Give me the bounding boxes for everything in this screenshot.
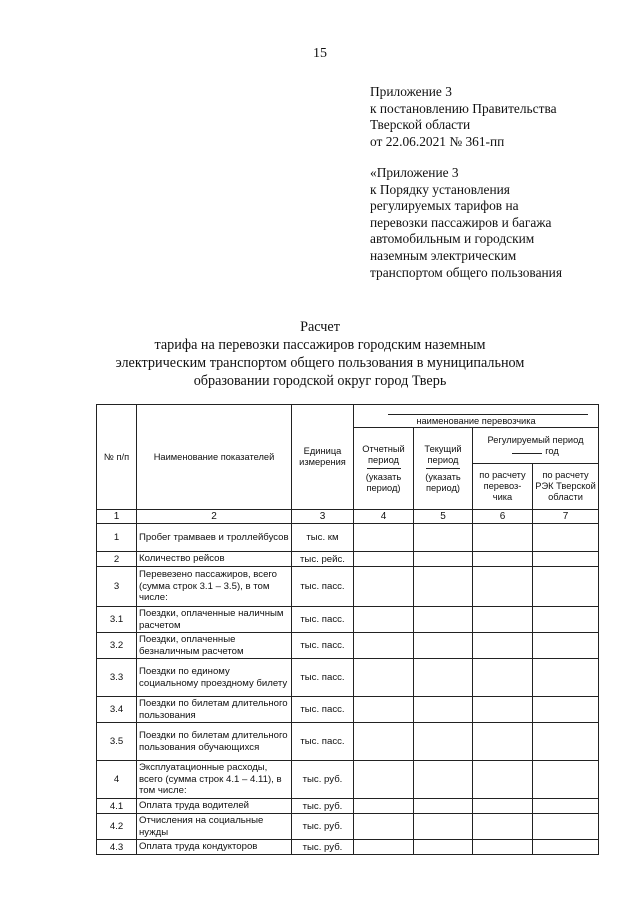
- row-name: Перевезено пассажиров, всего (сумма строк 3.1 – 3.5), в том числе:: [137, 567, 292, 607]
- value-cell: [354, 524, 414, 552]
- value-cell: [473, 659, 533, 697]
- value-cell: [473, 814, 533, 840]
- value-cell: [414, 723, 473, 761]
- value-cell: [473, 761, 533, 799]
- header-unit: Единица измерения: [292, 405, 354, 510]
- row-name: Оплата труда кондукторов: [137, 840, 292, 855]
- value-cell: [533, 659, 599, 697]
- table-row: [97, 761, 599, 799]
- row-unit: тыс. км: [292, 524, 354, 552]
- row-num: 2: [97, 552, 137, 567]
- value-cell: [473, 799, 533, 814]
- header-reported: [354, 428, 414, 510]
- blank-line: [367, 468, 401, 469]
- row-num: 4.2: [97, 814, 137, 840]
- current-note: (указать период): [425, 471, 461, 493]
- row-name: Пробег трамваев и троллейбусов: [137, 524, 292, 552]
- title-line: тарифа на перевозки пассажиров городским наземным: [154, 337, 486, 353]
- appendix-line: к постановлению Правительства: [370, 100, 557, 116]
- row-unit: тыс. пасс.: [292, 659, 354, 697]
- row-unit: тыс. руб.: [292, 799, 354, 814]
- row-name: Эксплуатационные расходы, всего (сумма строк 4.1 – 4.11), в том числе:: [137, 761, 292, 799]
- column-number: 2: [137, 510, 292, 524]
- table-row: [97, 814, 599, 840]
- value-cell: [414, 633, 473, 659]
- table-row: [97, 799, 599, 814]
- row-name: Количество рейсов: [137, 552, 292, 567]
- value-cell: [533, 524, 599, 552]
- value-cell: [354, 697, 414, 723]
- value-cell: [414, 567, 473, 607]
- title-line: образовании городской округ город Тверь: [193, 373, 447, 389]
- row-unit: тыс. руб.: [292, 840, 354, 855]
- column-number: 4: [354, 510, 414, 524]
- value-cell: [473, 552, 533, 567]
- row-num: 3.3: [97, 659, 137, 697]
- column-number: 7: [533, 510, 599, 524]
- value-cell: [414, 761, 473, 799]
- value-cell: [354, 761, 414, 799]
- value-cell: [354, 659, 414, 697]
- table-row: [97, 697, 599, 723]
- inner-appendix-block: [370, 165, 630, 281]
- value-cell: [414, 607, 473, 633]
- appendix-line: автомобильным и городским: [370, 231, 535, 247]
- header-regulated: [473, 428, 599, 464]
- appendix-line: Приложение 3: [370, 84, 452, 99]
- regulated-year-label: год: [545, 445, 559, 456]
- reported-note: (указать период): [365, 471, 402, 493]
- row-name: Поездки по единому социальному проездному билету: [137, 659, 292, 697]
- table-row: [97, 840, 599, 855]
- row-num: 3.2: [97, 633, 137, 659]
- header-name: Наименование показателей: [137, 405, 292, 510]
- value-cell: [533, 552, 599, 567]
- current-label: Текущий период: [424, 443, 462, 465]
- reported-label: Отчетный период: [362, 443, 405, 465]
- row-num: 1: [97, 524, 137, 552]
- row-name: Отчисления на социальные нужды: [137, 814, 292, 840]
- value-cell: [473, 567, 533, 607]
- row-unit: тыс. пасс.: [292, 607, 354, 633]
- value-cell: [533, 799, 599, 814]
- row-num: 3.1: [97, 607, 137, 633]
- value-cell: [533, 697, 599, 723]
- value-cell: [533, 607, 599, 633]
- column-number: 1: [97, 510, 137, 524]
- value-cell: [533, 633, 599, 659]
- appendix-line: наземным электрическим: [370, 247, 517, 263]
- value-cell: [414, 552, 473, 567]
- row-unit: тыс. руб.: [292, 814, 354, 840]
- value-cell: [473, 633, 533, 659]
- appendix-line: перевозки пассажиров и багажа: [370, 214, 552, 230]
- value-cell: [354, 814, 414, 840]
- row-name: Поездки, оплаченные наличным расчетом: [137, 607, 292, 633]
- header-current: [414, 428, 473, 510]
- value-cell: [354, 607, 414, 633]
- value-cell: [473, 723, 533, 761]
- value-cell: [354, 633, 414, 659]
- row-num: 4.1: [97, 799, 137, 814]
- value-cell: [414, 799, 473, 814]
- row-unit: тыс. рейс.: [292, 552, 354, 567]
- value-cell: [414, 659, 473, 697]
- page-number: 15: [313, 46, 327, 61]
- tariff-table: [96, 404, 599, 855]
- column-number: 5: [414, 510, 473, 524]
- value-cell: [414, 840, 473, 855]
- row-unit: тыс. пасс.: [292, 567, 354, 607]
- blank-line: [512, 453, 542, 454]
- value-cell: [354, 567, 414, 607]
- value-cell: [354, 723, 414, 761]
- value-cell: [354, 840, 414, 855]
- value-cell: [533, 567, 599, 607]
- row-num: 4.3: [97, 840, 137, 855]
- header-carrier: [354, 405, 599, 428]
- value-cell: [533, 814, 599, 840]
- regulated-label: Регулируемый период: [487, 434, 584, 445]
- value-cell: [533, 723, 599, 761]
- value-cell: [414, 814, 473, 840]
- header-by-rek: по расчету РЭК Тверской области: [533, 464, 599, 510]
- appendix-line: «Приложение 3: [370, 165, 459, 180]
- table-row: [97, 607, 599, 633]
- row-name: Оплата труда водителей: [137, 799, 292, 814]
- row-name: Поездки, оплаченные безналичным расчетом: [137, 633, 292, 659]
- row-num: 3.5: [97, 723, 137, 761]
- carrier-label: наименование перевозчика: [416, 416, 536, 426]
- header-by-carrier: по расчету перевоз-чика: [473, 464, 533, 510]
- appendix-header-block: [370, 84, 630, 150]
- row-num: 4: [97, 761, 137, 799]
- title-line: электрическим транспортом общего пользования в муниципальном: [115, 355, 525, 371]
- value-cell: [533, 761, 599, 799]
- value-cell: [473, 840, 533, 855]
- appendix-line: от 22.06.2021 № 361-пп: [370, 133, 505, 149]
- value-cell: [354, 799, 414, 814]
- row-unit: тыс. пасс.: [292, 633, 354, 659]
- row-unit: тыс. руб.: [292, 761, 354, 799]
- value-cell: [414, 697, 473, 723]
- value-cell: [473, 524, 533, 552]
- row-num: 3: [97, 567, 137, 607]
- table-row: [97, 723, 599, 761]
- table-row: [97, 552, 599, 567]
- row-unit: тыс. пасс.: [292, 723, 354, 761]
- appendix-line: регулируемых тарифов на: [370, 198, 519, 214]
- column-number: 3: [292, 510, 354, 524]
- row-num: 3.4: [97, 697, 137, 723]
- blank-line: [388, 405, 588, 415]
- value-cell: [473, 607, 533, 633]
- title-line: Расчет: [300, 319, 340, 335]
- blank-line: [426, 468, 460, 469]
- value-cell: [533, 840, 599, 855]
- value-cell: [473, 697, 533, 723]
- row-unit: тыс. пасс.: [292, 697, 354, 723]
- header-num: № п/п: [97, 405, 137, 510]
- appendix-line: транспортом общего пользования: [370, 264, 563, 280]
- row-name: Поездки по билетам длительного пользования обучающихся: [137, 723, 292, 761]
- appendix-line: Тверской области: [370, 117, 471, 133]
- document-title: [0, 318, 640, 390]
- table-row: [97, 524, 599, 552]
- appendix-line: к Порядку установления: [370, 181, 510, 197]
- value-cell: [414, 524, 473, 552]
- column-number: 6: [473, 510, 533, 524]
- value-cell: [354, 552, 414, 567]
- table-row: [97, 659, 599, 697]
- table-row: [97, 633, 599, 659]
- table-row: [97, 567, 599, 607]
- row-name: Поездки по билетам длительного пользования: [137, 697, 292, 723]
